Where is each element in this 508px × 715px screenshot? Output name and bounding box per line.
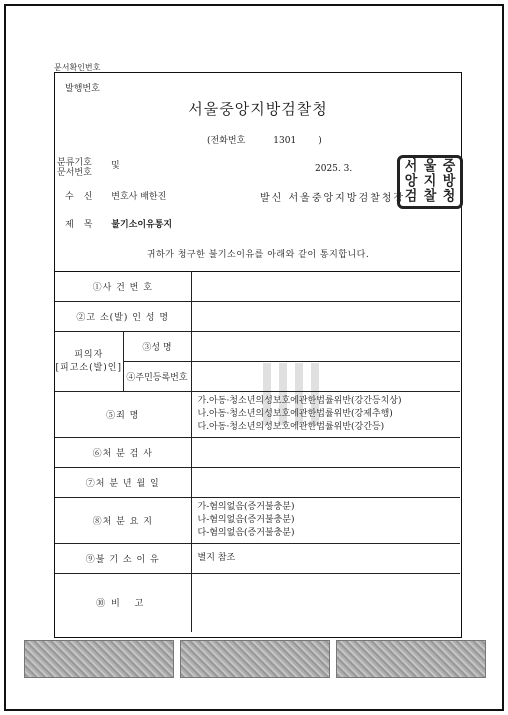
seal-char: 지 bbox=[423, 173, 437, 190]
document-confirm-label: 문서확인번호 bbox=[54, 63, 101, 72]
table-row bbox=[55, 544, 460, 574]
reason-value: 별지 참조 bbox=[191, 544, 460, 574]
table-row bbox=[55, 302, 460, 332]
prosecutor-label: ⑥처 분 검 사 bbox=[55, 438, 191, 468]
redacted-strip bbox=[180, 640, 330, 678]
subject-row bbox=[65, 217, 172, 230]
charges-list bbox=[191, 392, 460, 438]
phone-suffix: ) bbox=[318, 136, 322, 146]
summary-item: 다-혐의없음(증거불충분) bbox=[197, 528, 295, 538]
classification-label bbox=[57, 158, 92, 178]
name-label: ③성 명 bbox=[123, 332, 191, 362]
charges-label: ⑤죄 명 bbox=[55, 392, 191, 438]
seal-char: 검 bbox=[404, 188, 418, 205]
intro-text: 귀하가 청구한 불기소이유를 아래와 같이 통지합니다. bbox=[146, 250, 370, 260]
seal-char: 앙 bbox=[404, 173, 418, 190]
summary-item: 나-혐의없음(증거불충분) bbox=[197, 515, 295, 525]
case-number-value bbox=[191, 272, 460, 302]
summary-list bbox=[191, 498, 460, 544]
sender: 발신 서울중앙지방검찰청장 bbox=[260, 193, 406, 204]
classification-and: 및 bbox=[111, 161, 120, 171]
table-row bbox=[55, 574, 460, 632]
seal-char: 방 bbox=[442, 173, 456, 190]
table-row bbox=[55, 438, 460, 468]
notice-table bbox=[55, 271, 460, 632]
table-row bbox=[55, 468, 460, 498]
charge-item: 나.아동·청소년의성보호에관한법률위반(강제추행) bbox=[197, 409, 393, 419]
table-row bbox=[55, 272, 460, 302]
reason-label: ⑨불 기 소 이 유 bbox=[55, 544, 191, 574]
charge-item: 가.아동·청소년의성보호에관한법률위반(강간등치상) bbox=[197, 396, 402, 406]
table-row bbox=[55, 392, 460, 438]
seal-char: 중 bbox=[442, 158, 456, 175]
recipient-label: 수신 bbox=[65, 192, 103, 202]
recipient-value: 변호사 배한진 bbox=[111, 192, 167, 202]
classification-label-2: 문서번호 bbox=[57, 168, 92, 178]
summary-label: ⑧처 분 요 지 bbox=[55, 498, 191, 544]
complainant-value bbox=[191, 302, 460, 332]
redacted-strip bbox=[24, 640, 174, 678]
subject-label: 제목 bbox=[65, 220, 103, 230]
seal-char: 청 bbox=[442, 188, 456, 205]
subject-value: 불기소이유통지 bbox=[111, 220, 173, 230]
notice-document bbox=[54, 72, 462, 638]
table-row bbox=[55, 332, 460, 362]
remarks-value bbox=[191, 574, 460, 632]
seal-char: 울 bbox=[423, 158, 437, 175]
table-row bbox=[55, 498, 460, 544]
phone-number: 1301 bbox=[273, 136, 297, 146]
phone-line bbox=[207, 133, 322, 146]
issue-number-label: 발행번호 bbox=[65, 84, 100, 94]
phone-prefix: (전화번호 bbox=[207, 136, 246, 146]
redacted-strip bbox=[336, 640, 486, 678]
prosecutor-value bbox=[191, 438, 460, 468]
defendant-label bbox=[55, 332, 123, 392]
office-title: 서울중앙지방검찰청 bbox=[188, 100, 328, 118]
classification-label-1: 분류기호 bbox=[57, 158, 92, 168]
charge-item: 다.아동·청소년의성보호에관한법률위반(강간등) bbox=[197, 422, 385, 432]
disposition-date-label: ⑦처 분 년 월 일 bbox=[55, 468, 191, 498]
document-date: 2025. 3. bbox=[315, 164, 353, 174]
disposition-date-value bbox=[191, 468, 460, 498]
name-value bbox=[191, 332, 460, 362]
case-number-label: ①사 건 번 호 bbox=[55, 272, 191, 302]
recipient-row bbox=[65, 189, 166, 202]
official-seal bbox=[397, 155, 463, 209]
seal-char: 찰 bbox=[423, 188, 437, 205]
remarks-label: ⑩비 고 bbox=[55, 574, 191, 632]
id-value bbox=[191, 362, 460, 392]
seal-char: 서 bbox=[404, 158, 418, 175]
defendant-label-2: [피고소(발)인] bbox=[55, 362, 122, 373]
id-label: ④주민등록번호 bbox=[123, 362, 191, 392]
complainant-label: ②고 소(발) 인 성 명 bbox=[55, 302, 191, 332]
summary-item: 가-혐의없음(증거불충분) bbox=[197, 502, 295, 512]
defendant-label-1: 피의자 bbox=[74, 349, 104, 360]
